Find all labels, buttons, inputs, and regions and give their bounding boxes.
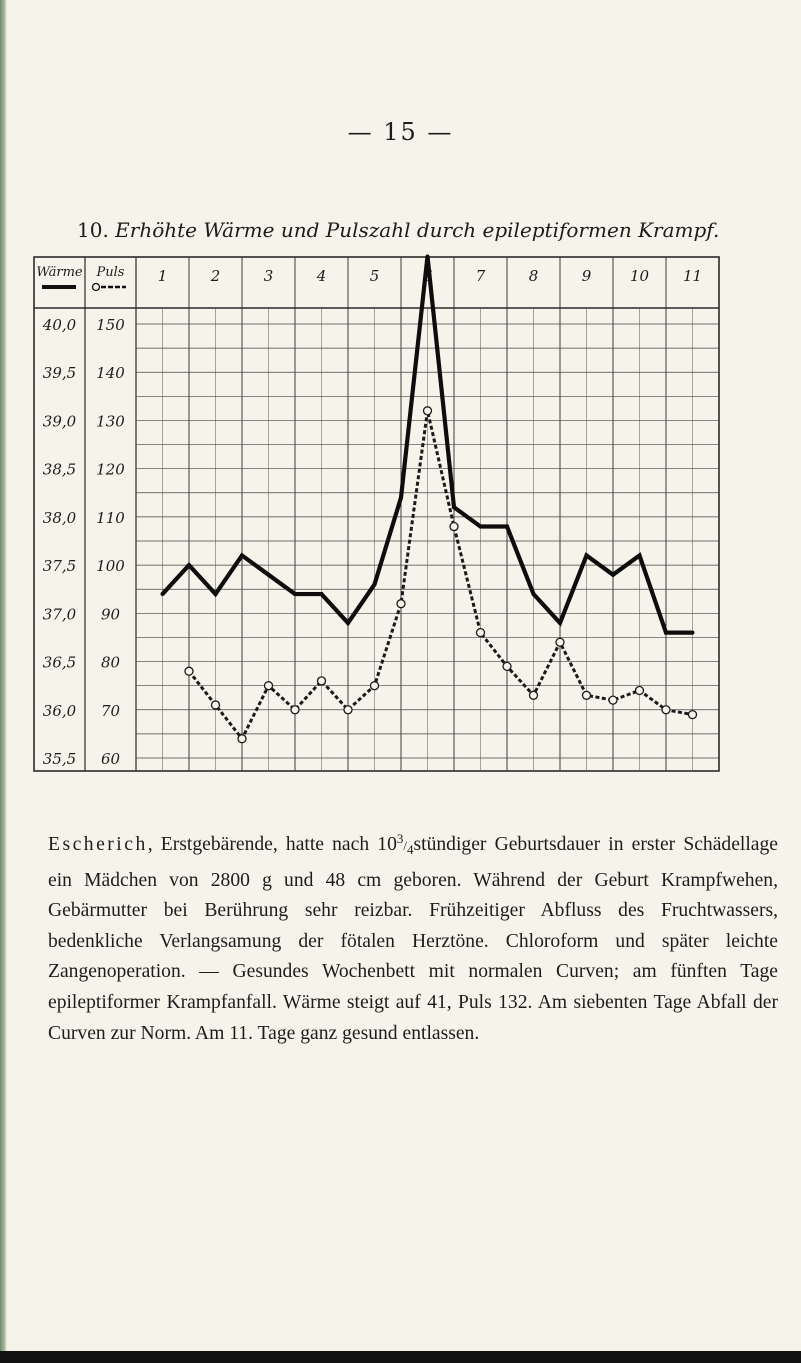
pulse-point (291, 706, 299, 714)
figure-title: Erhöhte Wärme und Pulszahl durch epileptiformen Krampf. (115, 218, 720, 242)
fraction-numerator: 3 (396, 831, 404, 846)
temperature-point (187, 563, 191, 567)
pulse-point (530, 691, 538, 699)
pulse-tick-label: 90 (100, 605, 121, 624)
page-bottom-edge (0, 1351, 801, 1363)
day-label: 9 (581, 267, 592, 285)
day-label: 3 (263, 267, 274, 285)
pulse-point (609, 696, 617, 704)
temperature-tick-label: 36,0 (42, 701, 77, 720)
pulse-tick-label: 120 (96, 460, 125, 479)
temperature-point (426, 254, 430, 258)
duration-fraction: 3/4 (396, 831, 414, 857)
pulse-point (503, 662, 511, 670)
temperature-point (452, 505, 456, 509)
case-description (48, 824, 778, 1049)
pulse-point (185, 667, 193, 675)
day-label: 11 (682, 267, 703, 285)
pulse-curve (189, 411, 693, 739)
temperature-tick-label: 39,0 (42, 412, 77, 431)
pulse-tick-label: 110 (96, 508, 125, 527)
day-label: 2 (210, 267, 221, 285)
pulse-point (212, 701, 220, 709)
pulse-point (238, 735, 246, 743)
pulse-tick-label: 100 (96, 557, 125, 576)
day-label: 1 (157, 267, 168, 285)
temperature-point (373, 582, 377, 586)
temperature-tick-label: 38,5 (42, 460, 77, 479)
pulse-tick-label: 80 (100, 653, 121, 672)
temperature-point (664, 631, 668, 635)
temperature-point (214, 592, 218, 596)
temperature-tick-label: 40,0 (42, 316, 77, 334)
case-text-rest: stündiger Geburtsdauer in erster Schädellage ein Mädchen von 2800 g und 48 cm geboren. Während der Geburt Krampfwehen, Gebärmutter bei Berührung sehr reizbar. Frühzeitiger Abfluss des Fruchtwassers, bedenkliche Verlangsamung der fötalen Herztöne. Chloroform und später leichte Zangenoperation. — Gesundes Wochenbett mit normalen Curven; am fünften Tage epileptiformer Krampfanfall. Wärme steigt auf 41, Puls 132. Am siebenten Tage Abfall der Curven zur Norm. Am 11. Tage ganz gesund entlassen. (48, 834, 778, 1044)
pulse-header: Puls (96, 265, 125, 280)
temperature-point (240, 553, 244, 557)
pulse-point (450, 523, 458, 531)
pulse-tick-label: 60 (100, 750, 121, 768)
temperature-point (505, 525, 509, 529)
temperature-point (691, 631, 695, 635)
day-label: 8 (528, 267, 539, 285)
temperature-tick-label: 38,0 (42, 508, 77, 527)
pulse-point (583, 691, 591, 699)
pulse-point (265, 682, 273, 690)
pulse-point (371, 682, 379, 690)
day-label: 10 (629, 267, 650, 285)
pulse-point (424, 407, 432, 415)
day-label: 6 (422, 267, 433, 285)
chart-frame (34, 257, 719, 771)
temperature-point (611, 573, 615, 577)
pulse-tick-label: 70 (100, 701, 121, 720)
pulse-point (662, 706, 670, 714)
temperature-point (558, 621, 562, 625)
pulse-tick-label: 150 (96, 316, 125, 334)
temperature-tick-label: 37,5 (42, 557, 77, 576)
temperature-tick-label: 39,5 (42, 364, 77, 383)
day-label: 5 (369, 267, 380, 285)
pulse-tick-label: 130 (96, 412, 125, 431)
temperature-point (638, 553, 642, 557)
temperature-tick-label: 36,5 (42, 653, 77, 672)
pulse-point (477, 629, 485, 637)
temperature-point (320, 592, 324, 596)
pulse-point (318, 677, 326, 685)
figure-number: 10. (77, 218, 109, 242)
fraction-denominator: 4 (407, 842, 414, 857)
temperature-point (479, 525, 483, 529)
temperature-point (267, 573, 271, 577)
pulse-point (636, 686, 644, 694)
temperature-point (532, 592, 536, 596)
pulse-tick-label: 140 (96, 364, 125, 383)
patient-name: Escherich (48, 834, 148, 855)
pulse-point (397, 600, 405, 608)
temperature-point (585, 553, 589, 557)
pulse-legend-marker (93, 284, 100, 291)
page-number: — 15 — (347, 118, 454, 146)
temperature-point (346, 621, 350, 625)
day-label: 7 (475, 267, 486, 285)
temperature-header: Wärme (36, 265, 83, 280)
pulse-point (689, 711, 697, 719)
temperature-point (161, 592, 165, 596)
pulse-point (556, 638, 564, 646)
chart-series (161, 254, 697, 742)
pulse-point (344, 706, 352, 714)
case-text-start: , Erstgebärende, hatte nach 10 (147, 834, 397, 855)
chart-grid (34, 257, 719, 771)
temperature-tick-label: 37,0 (42, 605, 77, 624)
temperature-point (399, 496, 403, 500)
temperature-point (293, 592, 297, 596)
temperature-tick-label: 35,5 (42, 750, 77, 768)
day-label: 4 (316, 267, 327, 285)
